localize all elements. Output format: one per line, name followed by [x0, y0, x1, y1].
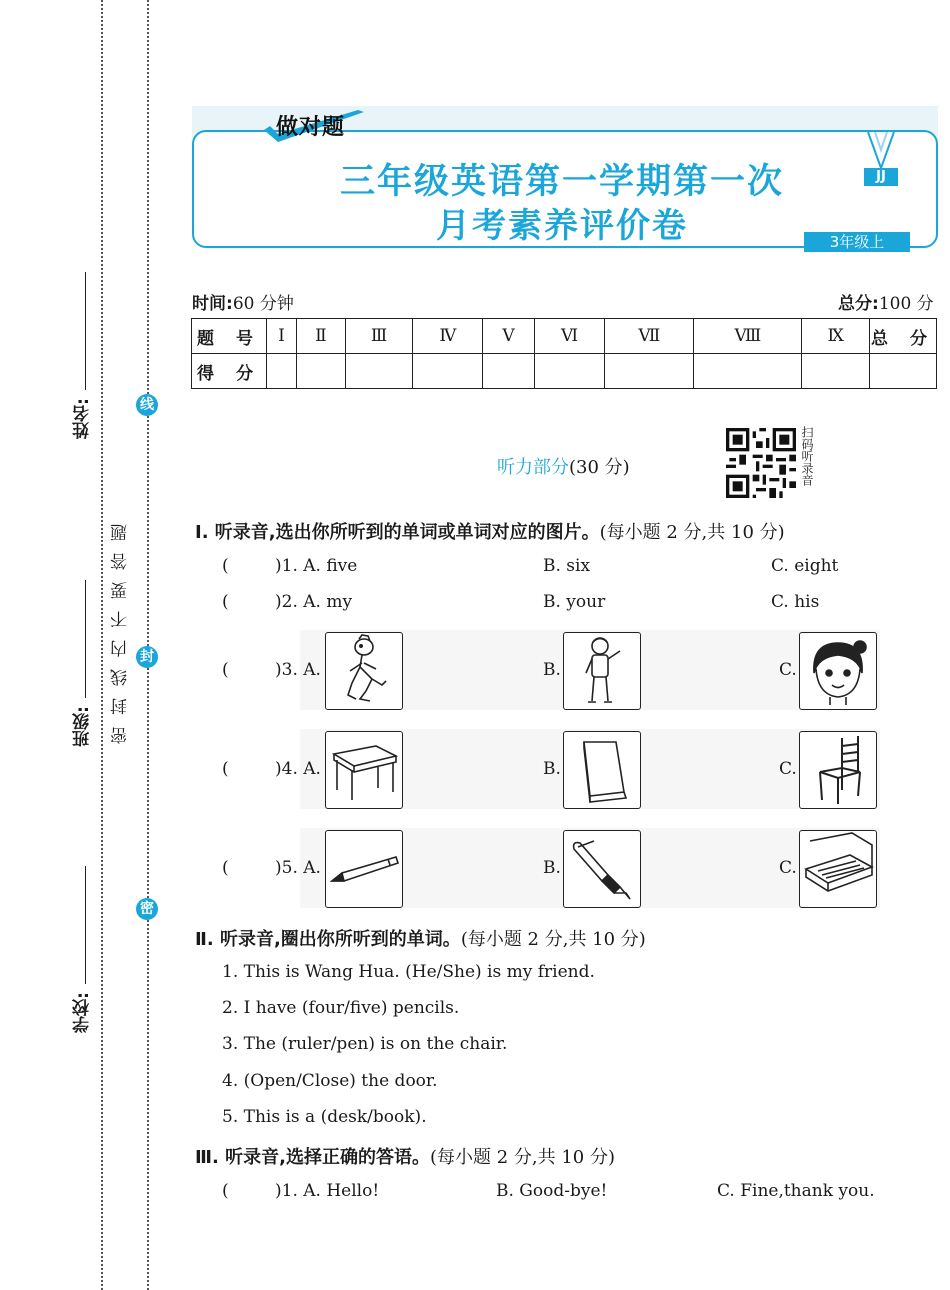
section-3-note: (每小题 2 分,共 10 分) — [429, 1147, 615, 1168]
no-answer-notice: 密封线内不要答题 — [111, 512, 131, 744]
class-underline — [85, 580, 86, 698]
score-table-score-row — [192, 354, 937, 389]
school-underline — [85, 866, 86, 984]
score-cell[interactable] — [605, 354, 694, 389]
score-row-label: 得 分 — [192, 354, 267, 389]
score-cell[interactable] — [267, 354, 297, 389]
score-cell[interactable] — [534, 354, 604, 389]
name-label: 姓名: — [73, 398, 93, 439]
s1-q3-label-b: B. — [543, 660, 561, 680]
section-1-heading — [195, 518, 785, 544]
s1-q4-label-a: )4. A. — [275, 759, 321, 779]
s1-q4-paren[interactable]: ( — [222, 759, 229, 779]
col-9: Ⅸ — [802, 319, 870, 354]
pencil-box-icon[interactable] — [799, 830, 877, 908]
s3-q1-option-b: B. Good-bye! — [496, 1181, 608, 1201]
exam-title-line1: 三年级英语第一学期第一次 — [339, 162, 784, 202]
question-number-header: 题 号 — [192, 319, 267, 354]
total-value: 100 分 — [878, 294, 934, 314]
s1-q1-option-b: B. six — [543, 556, 591, 576]
s2-item-5[interactable]: 5. This is a (desk/book). — [222, 1107, 427, 1127]
total-score-header: 总 分 — [870, 319, 937, 354]
grade-tag: 3年级上 — [804, 232, 910, 252]
s1-q5-paren[interactable]: ( — [222, 858, 229, 878]
score-cell[interactable] — [802, 354, 870, 389]
time-info — [192, 289, 294, 314]
col-4: Ⅳ — [413, 319, 483, 354]
section-1-title: Ⅰ. 听录音,选出你所听到的单词或单词对应的图片。 — [195, 522, 600, 543]
s1-q5-label-b: B. — [543, 858, 561, 878]
edition-tag: JJ — [864, 168, 898, 186]
book-icon[interactable] — [563, 731, 641, 809]
s1-q1-option-c: C. eight — [771, 556, 839, 576]
s2-item-1[interactable]: 1. This is Wang Hua. (He/She) is my friend. — [222, 962, 595, 982]
ribbon-icon — [864, 132, 898, 170]
s3-q1-paren[interactable]: ( — [222, 1181, 229, 1201]
s1-q2-option-a: )2. A. my — [275, 592, 353, 612]
section-1-note: (每小题 2 分,共 10 分) — [599, 522, 785, 543]
col-8: Ⅷ — [694, 319, 802, 354]
s1-q3-label-c: C. — [779, 660, 797, 680]
s3-q1-option-a: )1. A. Hello! — [275, 1181, 380, 1201]
cartoon-dog-icon[interactable] — [325, 632, 403, 710]
section-2-note: (每小题 2 分,共 10 分) — [460, 929, 646, 950]
girl-face-icon[interactable] — [799, 632, 877, 710]
time-value: 60 分钟 — [232, 294, 294, 314]
score-cell[interactable] — [413, 354, 483, 389]
s1-q4-label-b: B. — [543, 759, 561, 779]
s1-q2-option-c: C. his — [771, 592, 820, 612]
class-label: 班级: — [73, 706, 93, 747]
s1-q3-paren[interactable]: ( — [222, 660, 229, 680]
s1-q3-label-a: )3. A. — [275, 660, 321, 680]
binding-dotted-line — [101, 0, 103, 1290]
col-1: Ⅰ — [267, 319, 297, 354]
score-cell[interactable] — [694, 354, 802, 389]
s1-q5-label-a: )5. A. — [275, 858, 321, 878]
col-6: Ⅵ — [534, 319, 604, 354]
pen-icon[interactable] — [563, 830, 641, 908]
section-2-title: Ⅱ. 听录音,圈出你所听到的单词。 — [195, 929, 461, 950]
listening-points: (30 分) — [569, 457, 630, 478]
brand-logo-text: 做对题 — [276, 115, 346, 140]
exam-title-line2: 月考素养评价卷 — [436, 206, 688, 246]
score-table-header-row — [192, 319, 937, 354]
boy-icon[interactable] — [563, 632, 641, 710]
section-2-heading — [195, 925, 646, 951]
name-underline — [85, 272, 86, 390]
listening-title: 听力部分 — [497, 457, 569, 478]
col-2: Ⅱ — [296, 319, 345, 354]
col-5: Ⅴ — [483, 319, 535, 354]
total-label: 总分: — [838, 294, 879, 314]
col-7: Ⅶ — [605, 319, 694, 354]
seal-mark-seal: 封 — [136, 646, 158, 668]
s1-q4-label-c: C. — [779, 759, 797, 779]
score-cell[interactable] — [870, 354, 937, 389]
pencil-icon[interactable] — [325, 830, 403, 908]
time-label: 时间: — [192, 294, 233, 314]
s3-q1-option-c: C. Fine,thank you. — [717, 1181, 875, 1201]
score-cell[interactable] — [296, 354, 345, 389]
qr-code-icon[interactable] — [726, 428, 796, 498]
s1-q1-paren[interactable]: ( — [222, 556, 229, 576]
s1-q2-option-b: B. your — [543, 592, 606, 612]
seal-dotted-line — [147, 0, 149, 1290]
s2-item-2[interactable]: 2. I have (four/five) pencils. — [222, 998, 460, 1018]
s2-item-4[interactable]: 4. (Open/Close) the door. — [222, 1071, 438, 1091]
s1-q2-paren[interactable]: ( — [222, 592, 229, 612]
school-label: 学校: — [73, 992, 93, 1033]
chair-icon[interactable] — [799, 731, 877, 809]
section-3-heading — [195, 1143, 615, 1169]
title-banner — [192, 106, 938, 250]
col-3: Ⅲ — [345, 319, 413, 354]
listening-header — [497, 453, 630, 479]
score-cell[interactable] — [345, 354, 413, 389]
s1-q5-label-c: C. — [779, 858, 797, 878]
total-info — [838, 289, 934, 314]
section-3-title: Ⅲ. 听录音,选择正确的答语。 — [195, 1147, 430, 1168]
s1-q1-option-a: )1. A. five — [275, 556, 358, 576]
seal-mark-secret: 密 — [136, 898, 158, 920]
score-table — [191, 318, 937, 389]
desk-icon[interactable] — [325, 731, 403, 809]
qr-caption: 扫码听录音 — [800, 426, 814, 486]
s2-item-3[interactable]: 3. The (ruler/pen) is on the chair. — [222, 1034, 508, 1054]
score-cell[interactable] — [483, 354, 535, 389]
seal-mark-line: 线 — [136, 394, 158, 416]
